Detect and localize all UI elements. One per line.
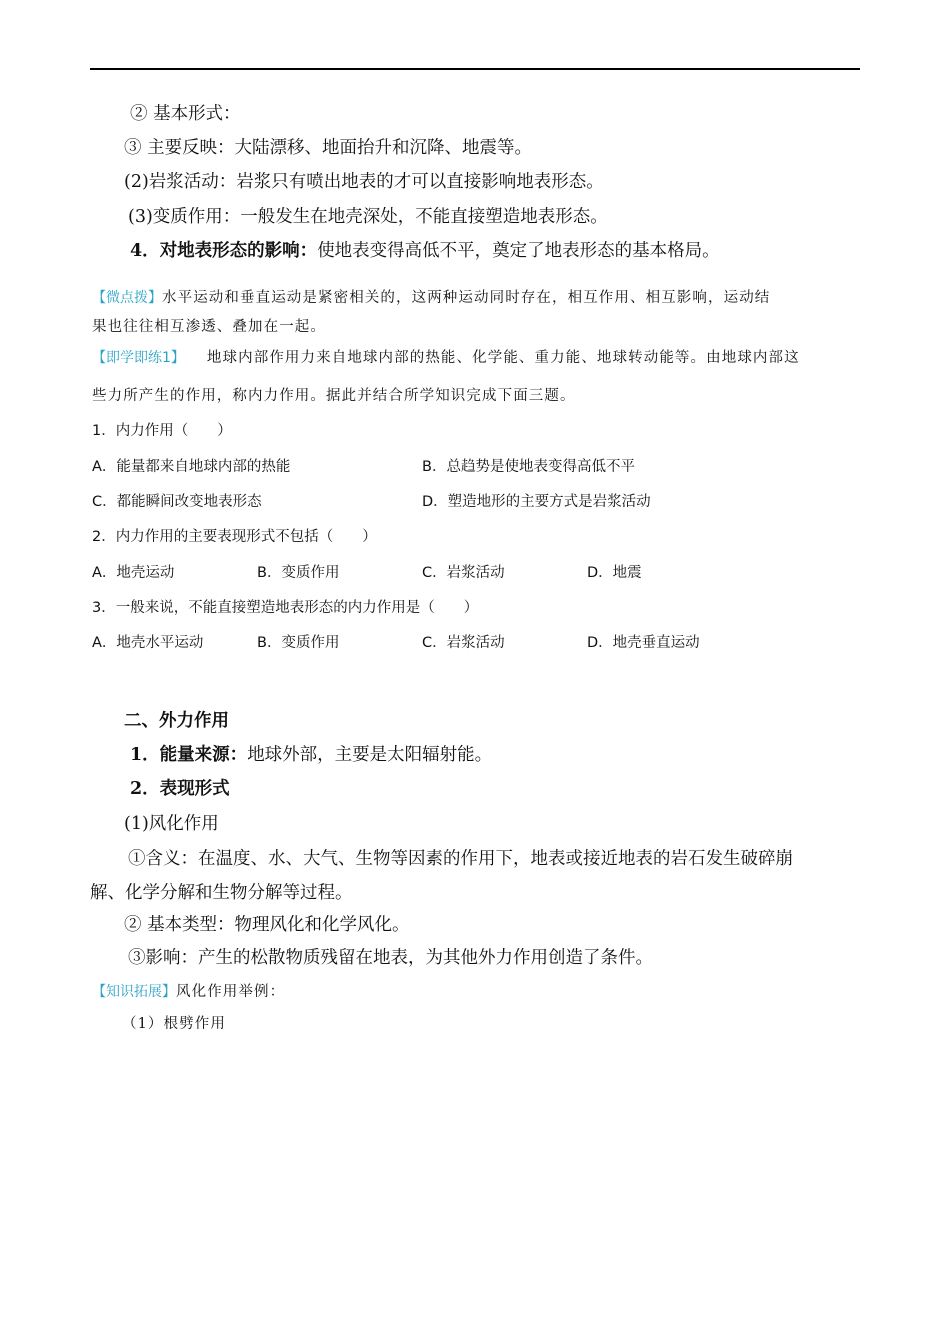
impact-text: 使地表变得高低不平，奠定了地表形态的基本格局。 [317,241,720,261]
exercise-text-1: 地球内部作用力来自地球内部的热能、化学能、重力能、地球转动能等。由地球内部这 [206,350,800,366]
text-weathering-definition-2: 解、化学分解和生物分解等过程。 [90,883,353,903]
text-weathering-definition-1: ①含义：在温度、水、大气、生物等因素的作用下，地表或接近地表的岩石发生破碎崩 [128,849,793,869]
q1-option-c[interactable]: C．都能瞬间改变地表形态 [92,494,262,510]
exercise-tag: 【即学即练1】 [92,350,185,366]
q2-option-a[interactable]: A．地壳运动 [92,565,175,581]
section-heading-external-forces: 二、外力作用 [124,711,229,731]
q2-option-c[interactable]: C．岩浆活动 [422,565,505,581]
q2-option-b[interactable]: B．变质作用 [257,565,340,581]
energy-source-heading: 1．能量来源： [130,745,248,765]
q1-option-a[interactable]: A．能量都来自地球内部的热能 [92,459,291,475]
extension-text: 风化作用举例： [176,984,286,1000]
q2-option-d[interactable]: D．地震 [587,565,642,581]
text-metamorphism: (3)变质作用：一般发生在地壳深处，不能直接塑造地表形态。 [128,207,608,227]
impact-heading: 对地表形态的影响： [159,241,318,261]
text-weathering-types: ② 基本类型：物理风化和化学风化。 [124,915,410,935]
tip-text-1: 水平运动和垂直运动是紧密相关的，这两种运动同时存在，相互作用、相互影响，运动结 [162,290,771,306]
text-main-reflection: ③ 主要反映：大陆漂移、地面抬升和沉降、地震等。 [124,138,533,158]
extension-tag: 【知识拓展】 [92,984,176,1000]
q1-option-d[interactable]: D．塑造地形的主要方式是岩浆活动 [422,494,651,510]
extension-item-1: （1）根劈作用 [122,1016,226,1032]
header-rule [90,68,860,70]
text-energy-source [130,741,492,766]
impact-number: 4． [130,241,160,261]
question-1-stem: 1．内力作用（ ） [92,423,232,439]
q1-option-b[interactable]: B．总趋势是使地表变得高低不平 [422,459,635,475]
text-weathering: (1)风化作用 [124,814,219,834]
text-basic-form: ② 基本形式： [130,104,241,124]
text-impact-on-landform [130,237,720,262]
question-3-stem: 3．一般来说，不能直接塑造地表形态的内力作用是（ ） [92,600,479,616]
energy-source-text: 地球外部，主要是太阳辐射能。 [247,745,493,765]
q3-option-a[interactable]: A．地壳水平运动 [92,635,204,651]
note-tip-line2: 果也往往相互渗透、叠加在一起。 [92,319,326,335]
text-magma-activity: (2)岩浆活动：岩浆只有喷出地表的才可以直接影响地表形态。 [124,172,604,192]
text-forms-heading: 2．表现形式 [130,779,230,799]
q3-option-b[interactable]: B．变质作用 [257,635,340,651]
exercise-line1 [92,346,800,367]
knowledge-extension-line [92,980,285,1001]
note-tip-line1 [92,286,770,307]
q3-option-c[interactable]: C．岩浆活动 [422,635,505,651]
exercise-line2: 些力所产生的作用，称内力作用。据此并结合所学知识完成下面三题。 [92,388,576,404]
text-weathering-impact: ③影响：产生的松散物质残留在地表，为其他外力作用创造了条件。 [128,948,653,968]
q3-option-d[interactable]: D．地壳垂直运动 [587,635,700,651]
question-2-stem: 2．内力作用的主要表现形式不包括（ ） [92,529,377,545]
tip-tag: 【微点拨】 [92,290,162,306]
